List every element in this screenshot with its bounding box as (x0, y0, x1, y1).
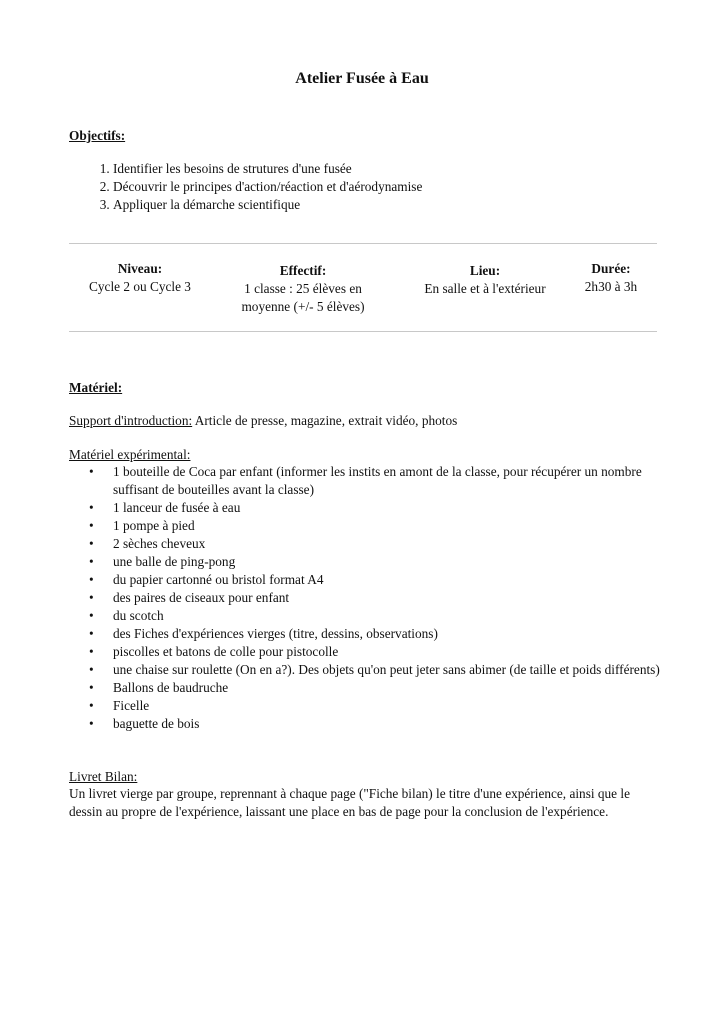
livret-text: Un livret vierge par groupe, reprennant à chaque page ("Fiche bilan) le titre d'une expérience, ainsi que le dessin au propre de l'expérience, laissant une place en bas de page pour la conclusion de l'expérience. (69, 786, 631, 819)
objectifs-heading: Objectifs: (69, 128, 126, 143)
experimental-label: Matériel expérimental: (69, 447, 191, 462)
effectif-value: 1 classe : 25 élèves en moyenne (+/- 5 élèves) (241, 281, 365, 314)
list-item: • du papier cartonné ou bristol format A4 (113, 571, 673, 589)
list-item: • des paires de ciseaux pour enfant (113, 589, 673, 607)
list-item: • 1 bouteille de Coca par enfant (informer les instits en amont de la classe, pour récupérer un nombre suffisant de bouteilles avant la classe) (113, 463, 673, 499)
materiel-list (69, 463, 673, 733)
duree-column (570, 260, 652, 296)
list-item: • baguette de bois (113, 715, 673, 733)
list-item: • Ficelle (113, 697, 673, 715)
list-item: 3. Appliquer la démarche scientifique (113, 196, 673, 214)
list-item: • 1 lanceur de fusée à eau (113, 499, 673, 517)
list-item: • piscolles et batons de colle pour pistocolle (113, 643, 673, 661)
list-item: 2. Découvrir le principes d'action/réaction et d'aérodynamise (113, 178, 673, 196)
effectif-column (222, 262, 384, 316)
list-item: • 1 pompe à pied (113, 517, 673, 535)
lieu-column (400, 262, 570, 298)
livret-label: Livret Bilan: (69, 769, 138, 784)
list-item: • une chaise sur roulette (On en a?). Des objets qu'on peut jeter sans abimer (de taille et poids différents) (113, 661, 673, 679)
list-item: • Ballons de baudruche (113, 679, 673, 697)
list-item: • du scotch (113, 607, 673, 625)
niveau-column (72, 260, 208, 296)
list-item: 1. Identifier les besoins de strutures d'une fusée (113, 160, 673, 178)
effectif-label: Effectif: (279, 263, 327, 278)
support-label: Support d'introduction: (69, 413, 193, 428)
list-item: • une balle de ping-pong (113, 553, 673, 571)
list-item: • 2 sèches cheveux (113, 535, 673, 553)
divider-bottom (69, 331, 657, 332)
materiel-heading: Matériel: (69, 380, 123, 395)
duree-label: Durée: (591, 261, 631, 276)
duree-value: 2h30 à 3h (584, 279, 638, 294)
niveau-value: Cycle 2 ou Cycle 3 (89, 279, 191, 294)
lieu-value: En salle et à l'extérieur (424, 281, 546, 296)
support-line (69, 412, 659, 430)
support-value: Article de presse, magazine, extrait vidéo, photos (192, 413, 458, 428)
document-title: Atelier Fusée à Eau (295, 70, 429, 87)
divider-top (69, 243, 657, 244)
list-item: • des Fiches d'expériences vierges (titre, dessins, observations) (113, 625, 673, 643)
lieu-label: Lieu: (469, 263, 501, 278)
niveau-label: Niveau: (117, 261, 163, 276)
objectifs-list (69, 160, 673, 214)
